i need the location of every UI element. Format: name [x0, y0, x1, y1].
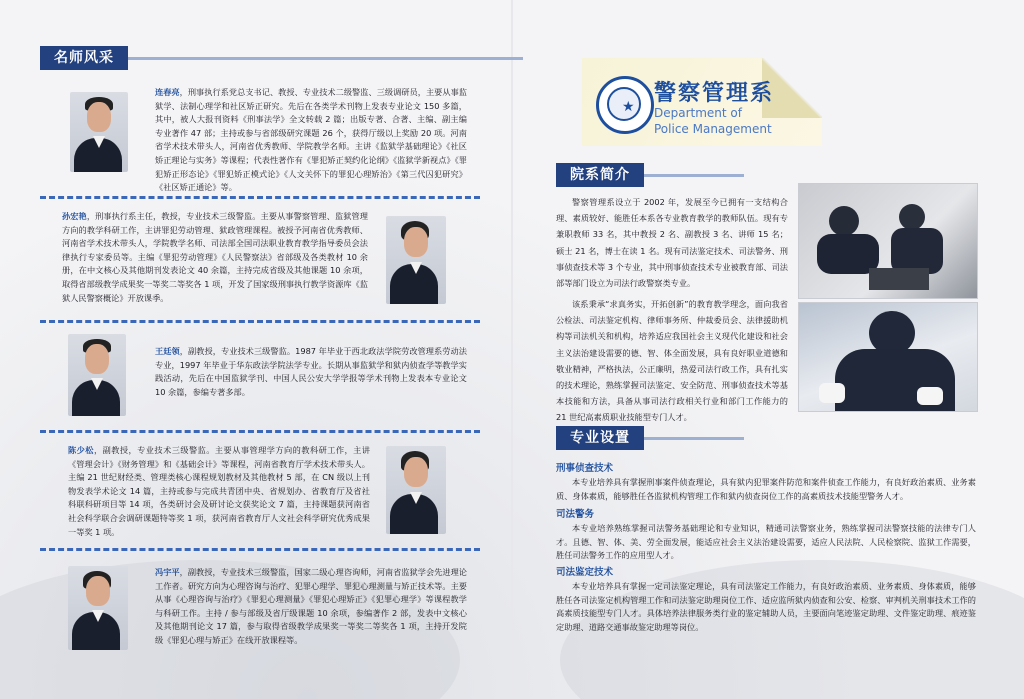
- faculty-description: ，副教授，专业技术三级警监。1987 年毕业于西北政法学院劳改管理系劳动法专业，1997 年毕业于华东政法学院法学专业。长期从事监狱学和狱内侦查学等教学实践活动，先后在中国监狱学刊、中国人民公安大学学报等学术刊物上发表本专业论文 10 余篇，参编专著多部。: [155, 346, 467, 397]
- faculty-photo: [68, 334, 126, 416]
- intro-paragraph: 该系秉承“求真务实，开拓创新”的教育教学理念，面向我省公检法、司法鉴定机构、律师事务所、仲裁委员会、法律援助机构等司法机关和机构，培养适应我国社会主义现代化建设和社会主义法治建设需要的德、智、体全面发展，具有良好职业道德和敬业精神，严格执法，公正廉明，热爱司法行政工作，具有扎实的技术理论，熟练掌握司法鉴定、安全防范、刑事侦查技术等基本技能和方法，具备从事司法行政相关行业和部门工作能力的 21 世纪高素质职业技能型专门人才。: [556, 299, 788, 423]
- faculty-name: 王廷领: [155, 346, 180, 356]
- programs-section-title: 专业设置: [556, 426, 644, 450]
- dashed-separator: [40, 548, 480, 554]
- programs-section-header: [556, 426, 744, 450]
- college-seal-icon: ★: [596, 76, 654, 134]
- intro-section-title: 院系简介: [556, 163, 644, 187]
- program-title: 司法警务: [556, 509, 595, 520]
- faculty-photo: [386, 216, 446, 304]
- program-description: 本专业培养具有掌握刑事案件侦查理论，具有狱内犯罪案件防范和案件侦查工作能力，有良好政治素质、业务素质、身体素质，能够胜任各监狱机构管理工作和狱内侦查岗位工作的高素质技术技能型警务人才。: [556, 477, 976, 501]
- department-logo-card: [582, 58, 822, 146]
- faculty-photo: [386, 446, 446, 534]
- faculty-description: ，副教授，专业技术三级警监，国家二级心理咨询师，河南省监狱学会先进理论工作者。研究方向为心理咨询与治疗、犯罪心理学、罪犯心理测量与矫正技术等。主要从事《心理咨询与治疗》《罪犯心理测量》《罪犯心理矫正》《犯罪心理学》等课程教学与科研工作。主持 / 参与部级及省厅级课题 10 余项，参编著作 2 部，发表中文核心及其他期刊论文 17 篇，参与取得省级教学成果奖一等奖二等奖各 1 项，主持开发院级《罪犯心理与矫正》在线开放课程等。: [155, 567, 467, 645]
- intro-paragraph: 警察管理系设立于 2002 年，发展至今已拥有一支结构合理、素质较好、能胜任本系各专业教育教学的教师队伍。现有专兼职教师 33 名，其中教授 2 名、副教授 3 名、讲师 15 名；硕士 21 名，博士在读 1 名。现有司法鉴定技术、司法警务、刑事侦查技术等 3 个专业，其中刑事侦查技术专业被教育部、司法部等部门设立为司法行政警察类专业。: [556, 197, 788, 289]
- faculty-bio: [62, 210, 368, 305]
- header-rule: [644, 437, 744, 440]
- program-title: 刑事侦查技术: [556, 463, 614, 474]
- dashed-separator: [40, 320, 480, 326]
- faculty-description: ，刑事执行系主任，教授，专业技术三级警监。主要从事警察管理、监狱管理方向的教学科研工作，主讲罪犯劳动管理、狱政管理课程。被授予河南省优秀教师、河南省学术技术带头人，学院教学名师、司法部全国司法职业教育教学指导委员会法律执行专家委员等。主编《罪犯劳动管理》《人民警察法》省部级及各类教材 10 余册，在中文核心及其他期刊发表论文 40 余篇，主持完成省级及其他课题 10 余项，取得省部级教学成果奖一等奖二等奖各 1 项，开发了国家级刑事执行教学资源库《监狱人民警察概论》开放课季。: [62, 211, 368, 303]
- page-fold: [511, 0, 513, 699]
- faculty-section-title: 名师风采: [40, 46, 128, 70]
- faculty-name: 连春亮: [155, 87, 180, 97]
- faculty-photo: [70, 92, 128, 172]
- program-title: 司法鉴定技术: [556, 567, 614, 578]
- program-description: 本专业培养熟练掌握司法警务基础理论和专业知识，精通司法警察业务，熟练掌握司法警察技能的法律专门人才。且德、智、体、美、劳全面发展，能适应社会主义法治建设需要，适应人民法院、人民检察院、监狱工作需要，胜任司法警务工作的应用型人才。: [556, 523, 976, 560]
- department-name-cn: 警察管理系: [654, 81, 775, 106]
- program-description: 本专业培养具有掌握一定司法鉴定理论，具有司法鉴定工作能力，有良好政治素质、业务素质、身体素质，能够胜任各司法鉴定机构管理工作和司法鉴定助理岗位工作、适应监所狱内侦查和公安、检察、审判机关刑事技术工作的高素质技能型专门人才。具体培养法律服务类行业的鉴定辅助人员，主要面向笔迹鉴定助理、文件鉴定助理、痕迹鉴定助理、道路交通事故鉴定助理等岗位。: [556, 581, 976, 632]
- header-rule: [128, 57, 523, 60]
- faculty-name: 陈少松: [68, 445, 94, 455]
- faculty-section-header: [40, 46, 523, 70]
- dashed-separator: [40, 430, 480, 436]
- faculty-bio: [155, 345, 467, 399]
- faculty-name: 冯宇平: [155, 567, 180, 577]
- evidence-analysis-photo: [798, 302, 978, 412]
- faculty-description: ，副教授，专业技术三级警监。主要从事管理学方向的教科研工作，主讲《管理会计》《财务管理》和《基础会计》等课程，河南省教育厅学术技术带头人。主编 21 世纪财经类、管理类核心课程规划教材及其他教材 5 部，在 CN 级以上刊物发表学术论文 14 篇，主持或参与完成共青团中央、省规划办、省教育厅及省社科联科研项目等 14 项，各类研讨会及研讨论文获奖论文 7 篇，主持课题获河南省社会科学联合会调研课题特等奖 1 项，获河南省教育厅人文社会科学研究优秀成果一等奖 1 项。: [68, 445, 370, 537]
- faculty-bio: [68, 444, 370, 539]
- dashed-separator: [40, 196, 480, 202]
- department-name-en-line2: Police Management: [654, 122, 772, 136]
- faculty-name: 孙宏艳: [62, 211, 87, 221]
- intro-section-header: [556, 163, 744, 187]
- faculty-description: ，刑事执行系党总支书记、教授、专业技术二级警监、三级调研员，主要从事监狱学、法制心理学和社区矫正研究。先后在各类学术刊物上发表专业论文 150 多篇，其中，被人大报刊资料《刑事法学》全文转载 2 篇；出版专著、合著、主编、副主编专业著作 47 部；主持或参与省部级研究课题 26 个，获得厅级以上奖励 20 项。河南省学术技术带头人，河南省优秀教师、学院教学名师。主讲《监狱学基础理论》《社区矫正理论与实务》等课程；代表性著作有《罪犯矫正契约化论纲》《监狱学新视点》《罪犯矫正形态论》《罪犯矫正模式论》《人文关怀下的罪犯心理矫治》《第三代囚犯研究》《社区矫正通论》等。: [155, 87, 467, 193]
- forensics-practice-photo: [798, 183, 978, 299]
- faculty-bio: [155, 566, 467, 648]
- department-name-en-line1: Department of: [654, 106, 742, 120]
- faculty-photo: [68, 566, 128, 650]
- header-rule: [644, 174, 744, 177]
- faculty-bio: [155, 86, 467, 195]
